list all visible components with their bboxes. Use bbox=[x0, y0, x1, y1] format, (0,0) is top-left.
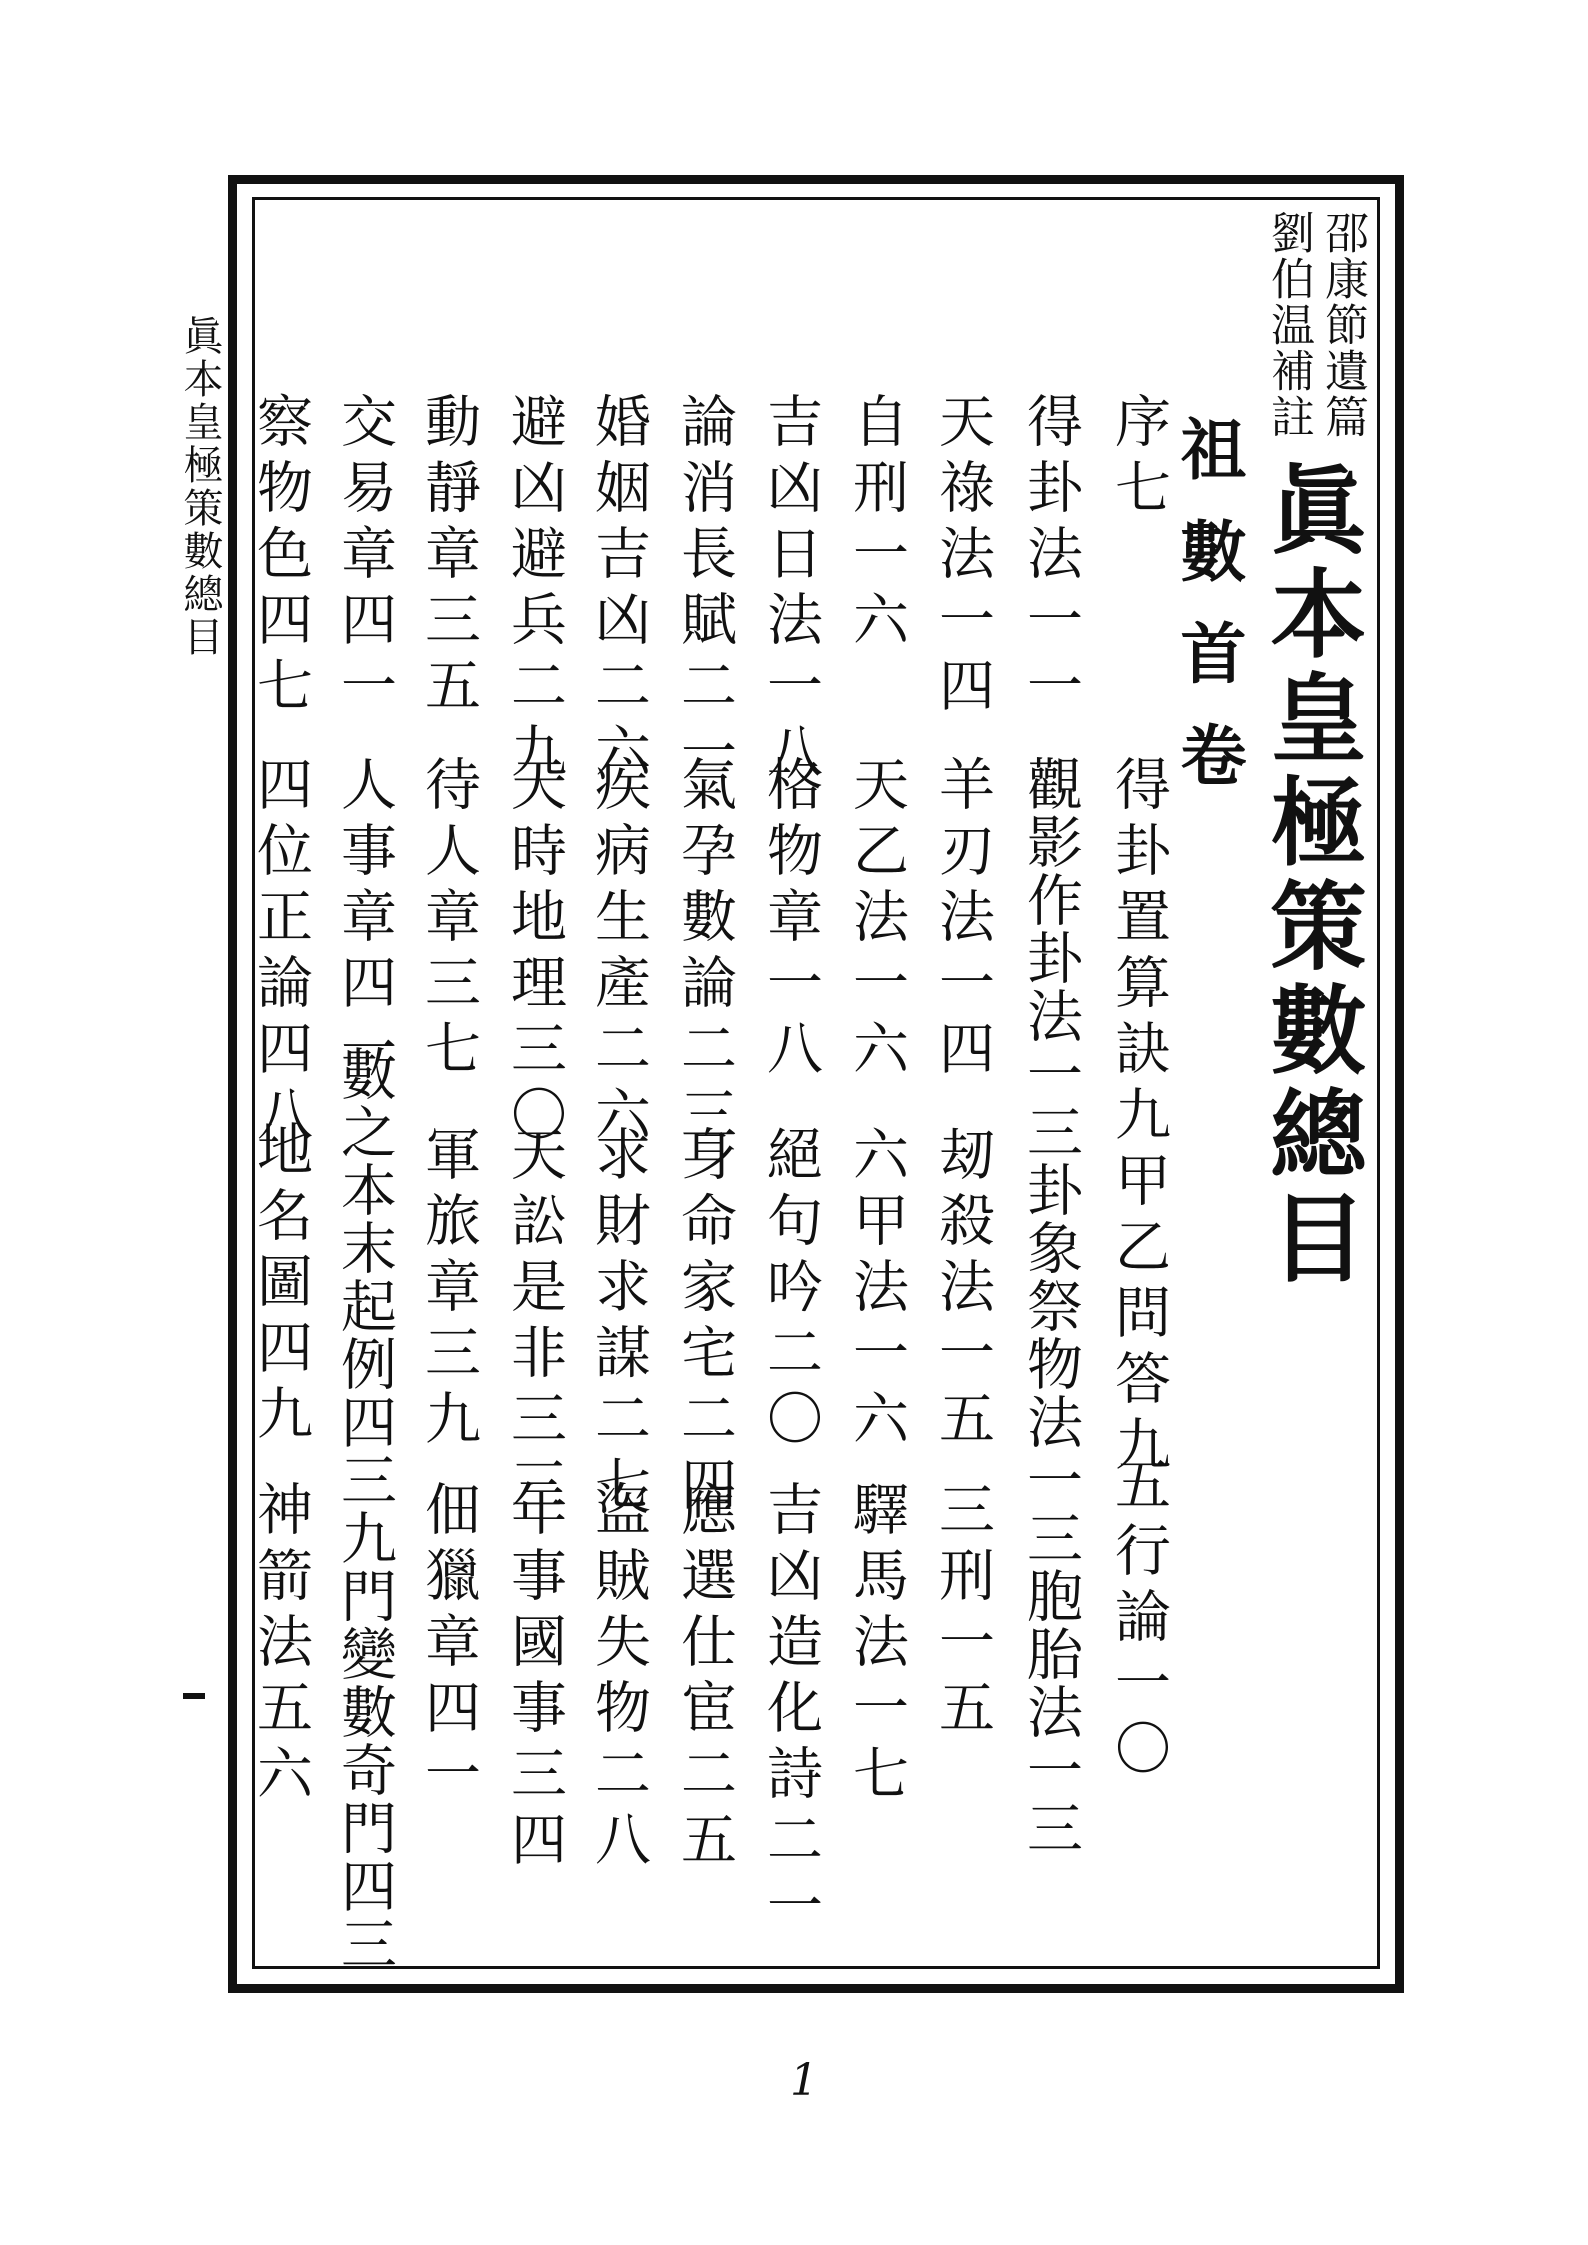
toc-entry: 刼殺法一五 bbox=[930, 1125, 995, 1455]
page-title: 眞本皇極策數總目 bbox=[1255, 460, 1368, 1292]
toc-entry: 天時地理三〇 bbox=[502, 755, 567, 1151]
toc-entry: 避凶避兵二九 bbox=[502, 392, 567, 788]
toc-entry: 驛馬法一七 bbox=[844, 1480, 909, 1810]
toc-entry: 婚姻吉凶二六 bbox=[586, 392, 651, 788]
toc-entry: 自刑一六 bbox=[844, 392, 909, 656]
toc-entry: 觀影作卦法一三卦象祭物法一三胞胎法一三 bbox=[1018, 755, 1083, 1857]
toc-entry: 佃獵章四一 bbox=[416, 1480, 481, 1810]
author-line-2: 劉伯温補註 bbox=[1263, 210, 1314, 440]
toc-entry: 年事國事三四 bbox=[502, 1480, 567, 1876]
toc-entry: 得卦法一一 bbox=[1018, 392, 1083, 722]
volume-title: 祖數首卷 bbox=[1169, 415, 1247, 823]
toc-entry: 格物章一八 bbox=[758, 755, 823, 1085]
toc-entry: 人事章四一 bbox=[332, 755, 397, 1085]
toc-entry: 盜賊失物二八 bbox=[586, 1480, 651, 1876]
toc-entry: 序七 bbox=[1106, 392, 1171, 524]
toc-entry: 數之本末起例四三九門變數奇門四三 bbox=[332, 1045, 397, 1973]
toc-entry: 五行論一〇 bbox=[1106, 1455, 1171, 1785]
toc-entry: 六甲法一六 bbox=[844, 1125, 909, 1455]
toc-entry: 地名圖四九 bbox=[248, 1120, 313, 1450]
toc-entry: 絕句吟二〇 bbox=[758, 1125, 823, 1455]
margin-title: 眞本皇極策數總目 bbox=[177, 315, 223, 659]
toc-entry: 交易章四一 bbox=[332, 392, 397, 722]
toc-entry: 天祿法一四 bbox=[930, 392, 995, 722]
toc-entry: 天訟是非三三 bbox=[502, 1125, 567, 1521]
toc-entry: 求財求謀二七 bbox=[586, 1125, 651, 1521]
toc-entry: 天乙法一六 bbox=[844, 755, 909, 1085]
author-line-1: 邵康節遺篇 bbox=[1317, 210, 1368, 440]
page-number: 1 bbox=[790, 2055, 818, 2106]
toc-entry: 論消長賦二一 bbox=[672, 392, 737, 788]
toc-entry: 動靜章三五 bbox=[416, 392, 481, 722]
margin-page-mark bbox=[183, 1693, 205, 1699]
toc-entry: 吉凶造化詩二一 bbox=[758, 1480, 823, 1942]
toc-entry: 待人章三七 bbox=[416, 755, 481, 1085]
toc-entry: 疾病生產二六 bbox=[586, 755, 651, 1151]
toc-entry: 應選仕宦二五 bbox=[672, 1480, 737, 1876]
toc-entry: 得卦置算訣九甲乙問答九 bbox=[1106, 755, 1171, 1481]
toc-entry: 察物色四七 bbox=[248, 392, 313, 722]
toc-entry: 羊刃法一四 bbox=[930, 755, 995, 1085]
toc-entry: 四位正論四八 bbox=[248, 755, 313, 1151]
toc-entry: 身命家宅二四 bbox=[672, 1125, 737, 1521]
toc-entry: 神箭法五六 bbox=[248, 1480, 313, 1810]
toc-entry: 三刑一五 bbox=[930, 1480, 995, 1744]
toc-entry: 氣孕數論二三 bbox=[672, 755, 737, 1151]
toc-entry: 吉凶日法一八 bbox=[758, 392, 823, 788]
toc-entry: 軍旅章三九 bbox=[416, 1125, 481, 1455]
